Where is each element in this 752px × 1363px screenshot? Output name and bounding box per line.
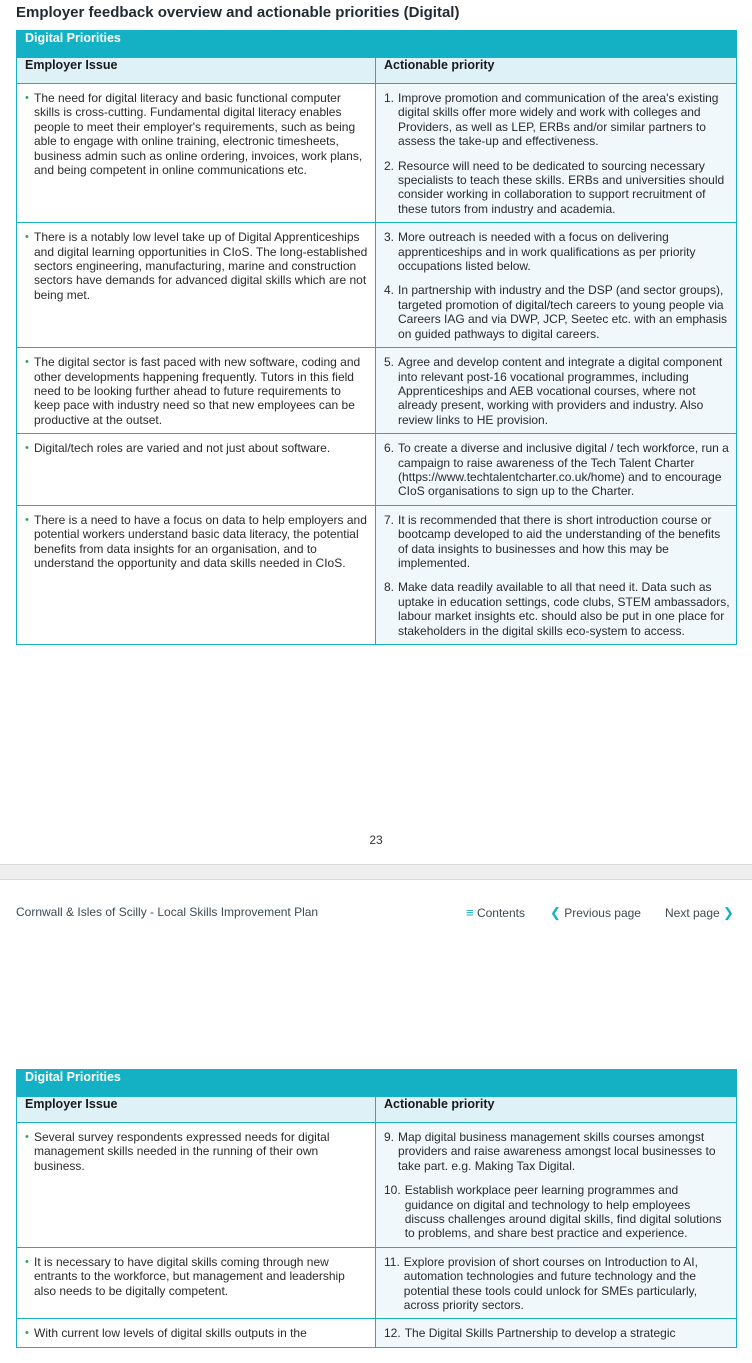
table-row <box>17 1123 737 1248</box>
priority-text: Explore provision of short courses on Introduction to AI, automation technologies and future technology and the potential these tools could unlock for SMEs particularly, across priority sectors. <box>403 1254 698 1313</box>
priority-item <box>384 441 730 499</box>
issue-text: It is necessary to have digital skills coming through new entrants to the workforce, but management and leadership also needs to be digitally competent. <box>34 1254 345 1298</box>
page-separator <box>0 864 752 880</box>
table-row <box>17 1247 737 1319</box>
bullet-icon: • <box>25 513 29 526</box>
priority-text: Resource will need to be dedicated to sourcing necessary specialists to teach these skills. ERBs and universities should consider working in collaboration to support recruitment of these tutors from industry and academia. <box>398 158 725 216</box>
issue-text: There is a need to have a focus on data to help employers and potential workers understand basic data literacy, the potential benefits from data insights for an organisation, and to understand the opportunity and data skills needed in CIoS. <box>34 512 367 570</box>
table-row <box>17 434 737 506</box>
priority-item <box>384 159 730 217</box>
chevron-left-icon: ❮ <box>550 905 561 920</box>
issue-cell <box>17 348 376 434</box>
priority-text: It is recommended that there is short introduction course or bootcamp developed to aid the understanding of the benefits of data insights to businesses and how this may be implemented. <box>398 512 721 570</box>
priority-item <box>384 513 730 571</box>
table-row <box>17 223 737 348</box>
digital-priorities-table <box>16 30 737 645</box>
priority-item <box>384 230 730 273</box>
issue-cell <box>17 434 376 506</box>
priority-item <box>384 1255 730 1313</box>
issue-text: Digital/tech roles are varied and not just about software. <box>34 441 331 456</box>
column-header-employer-issue: Employer Issue <box>17 1097 376 1123</box>
priority-item <box>384 91 730 149</box>
previous-page-link[interactable] <box>550 905 641 921</box>
bullet-icon: • <box>25 231 29 244</box>
priority-cell <box>376 223 737 348</box>
issue-text: The digital sector is fast paced with new software, coding and other developments happening frequently. Tutors in this field need to be looking further ahead to future requirements to keep pace with industry need so that new employees can be productive at the outset. <box>34 355 361 427</box>
digital-priorities-table-continued <box>16 1069 737 1348</box>
priority-number: 5. <box>384 355 395 370</box>
priority-text: Improve promotion and communication of the area's existing digital skills offer more widely and work with colleges and Providers, as well as LEP, ERBs and/or similar partners to assess the take-up and effectiveness. <box>398 91 719 149</box>
priority-cell <box>376 84 737 223</box>
column-header-actionable-priority: Actionable priority <box>376 1097 737 1123</box>
priority-cell <box>376 434 737 506</box>
priority-text: The Digital Skills Partnership to develop a strategic <box>404 1326 676 1341</box>
priority-item <box>384 1183 730 1241</box>
priority-item <box>384 355 730 427</box>
next-page-label: Next page <box>665 906 720 920</box>
table-row <box>17 505 737 644</box>
issue-cell <box>17 505 376 644</box>
priority-text: In partnership with industry and the DSP (and sector groups), targeted promotion of digital/tech careers to young people via Careers IAG and via DWP, JCP, Seetec etc. with an emphasis on guided pathways to digital careers. <box>398 283 728 341</box>
priority-number: 8. <box>384 580 395 595</box>
bullet-icon: • <box>25 92 29 104</box>
issue-cell <box>17 1319 376 1347</box>
contents-link[interactable] <box>466 905 525 920</box>
page-footer <box>16 905 736 921</box>
priority-text: Make data readily available to all that need it. Data such as uptake in education settings, code clubs, STEM ambassadors, labour market insights etc. should also be put in one place for stakeholders in the digital skills eco-system to access. <box>398 580 730 638</box>
priority-number: 7. <box>384 512 395 527</box>
issue-cell <box>17 84 376 223</box>
table-title: Digital Priorities <box>17 1070 737 1097</box>
chevron-right-icon: ❯ <box>723 905 734 920</box>
priority-cell <box>376 1123 737 1248</box>
priority-number: 10. <box>384 1183 401 1198</box>
priority-item <box>384 1326 730 1340</box>
issue-text: With current low levels of digital skills outputs in the <box>34 1326 307 1341</box>
bullet-icon: • <box>25 356 29 369</box>
priority-cell <box>376 348 737 434</box>
priority-number: 1. <box>384 91 395 105</box>
table-row <box>17 1319 737 1347</box>
table-row <box>17 84 737 223</box>
priority-cell <box>376 1247 737 1319</box>
issue-text: There is a notably low level take up of Digital Apprenticeships and digital learning opportunities in CIoS. The long-established sectors engineering, manufacturing, marine and construction sectors have demands for advanced digital skills which are not being met. <box>34 230 368 302</box>
table-row <box>17 348 737 434</box>
bullet-icon: • <box>25 442 29 455</box>
bullet-icon: • <box>25 1255 29 1268</box>
priority-cell <box>376 505 737 644</box>
bullet-icon: • <box>25 1327 29 1340</box>
priority-number: 3. <box>384 230 395 245</box>
column-header-employer-issue: Employer Issue <box>17 58 376 84</box>
contents-label: Contents <box>476 906 525 920</box>
next-page-link[interactable] <box>665 905 734 921</box>
priority-number: 6. <box>384 441 395 456</box>
issue-cell <box>17 223 376 348</box>
priority-text: To create a diverse and inclusive digital / tech workforce, run a campaign to raise awareness of the Tech Talent Charter (https://www.techtalentcharter.co.uk/home) and to encourage CIoS organisations to sign up to the Charter. <box>398 441 729 499</box>
column-header-actionable-priority: Actionable priority <box>376 58 737 84</box>
issue-cell <box>17 1247 376 1319</box>
priority-item <box>384 283 730 341</box>
priority-item <box>384 1130 730 1173</box>
priority-text: Establish workplace peer learning programmes and guidance on digital and technology to help employees discuss challenges around digital skills, find digital solutions to problems, and share best practice and experience. <box>404 1183 722 1241</box>
page-heading: Employer feedback overview and actionable priorities (Digital) <box>16 4 460 21</box>
issue-cell <box>17 1123 376 1248</box>
priority-text: More outreach is needed with a focus on delivering apprenticeships and in work qualifications as per priority occupations listed below. <box>398 230 696 274</box>
issue-text: Several survey respondents expressed needs for digital management skills needed in the running of their own business. <box>34 1130 330 1173</box>
previous-page-label: Previous page <box>564 906 641 920</box>
priority-number: 9. <box>384 1130 395 1144</box>
priority-cell <box>376 1319 737 1347</box>
priority-number: 11. <box>384 1254 400 1269</box>
priority-item <box>384 580 730 638</box>
priority-number: 12. <box>384 1326 401 1341</box>
priority-text: Agree and develop content and integrate a digital component into relevant post-16 vocational programmes, including Apprenticeships and AEB vocational courses, where not already present, working with providers and industry. Also review links to HE provision. <box>398 355 723 427</box>
priority-text: Map digital business management skills courses amongst providers and raise awareness amongst local businesses to take part. e.g. Making Tax Digital. <box>398 1130 716 1173</box>
issue-text: The need for digital literacy and basic functional computer skills is cross-cutting. Fundamental digital literacy enables people to meet their employer's requirements, such as being able to engage with online training, electronic timesheets, business admin such as online ordering, invoices, work plans, and being competent in online communications etc. <box>34 91 363 178</box>
priority-number: 2. <box>384 158 395 173</box>
table-title: Digital Priorities <box>17 31 737 58</box>
menu-icon: ≡ <box>466 905 474 920</box>
document-title: Cornwall & Isles of Scilly - Local Skills Improvement Plan <box>16 905 319 919</box>
priority-number: 4. <box>384 283 395 298</box>
page-number: 23 <box>369 833 383 847</box>
bullet-icon: • <box>25 1131 29 1143</box>
